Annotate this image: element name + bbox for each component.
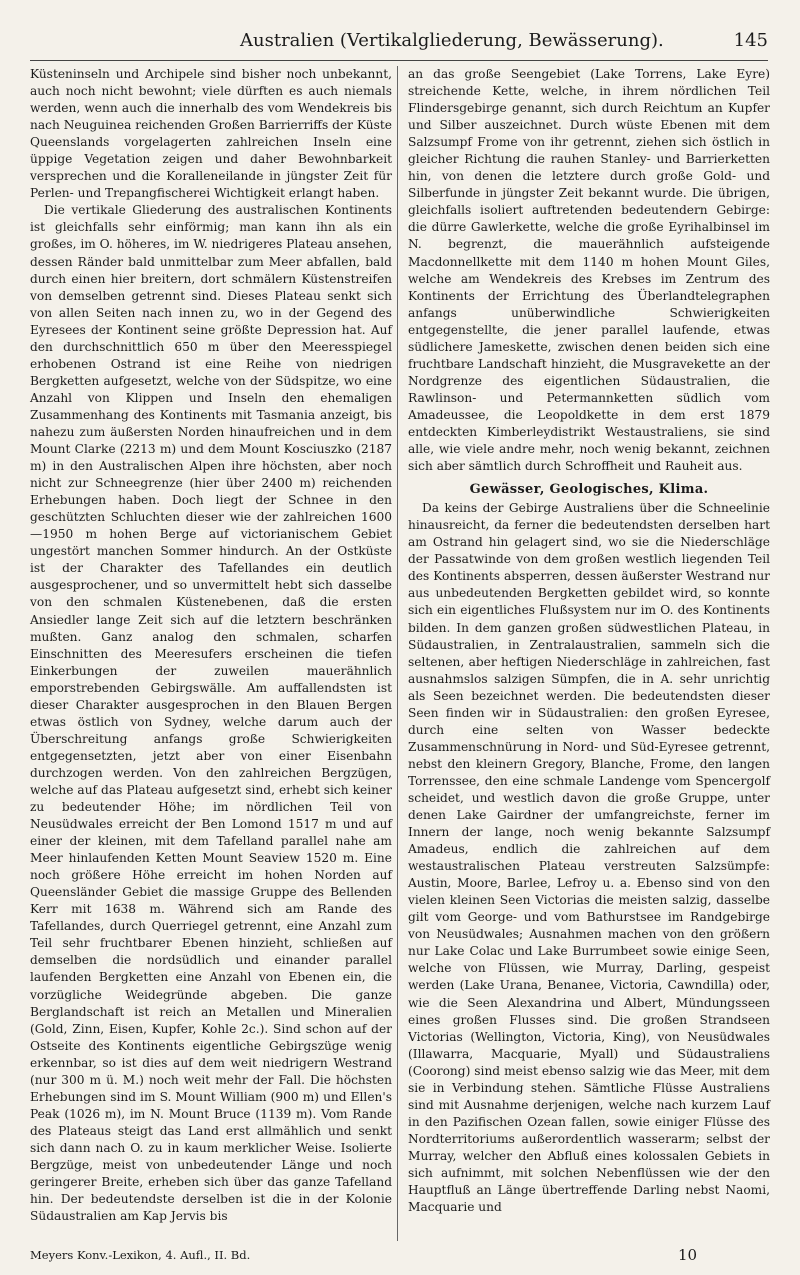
footer [30,1248,768,1268]
left-column [30,66,392,1225]
header-rule [30,60,768,61]
paragraph: Die vertikale Gliederung des australischen Kontinents ist gleichfalls sehr einförmig; man kann ihn als ein großes, im O. höheres, im W. niedrigeres Plateau ansehen, dessen Ränder bald unmittelbar zum Meer abfallen, bald durch einen hier breitern, dort schmälern Küstenstreifen von demselben getrennt sind. Dieses Plateau senkt sich von allen Seiten nach innen zu, wo in der Gegend des Eyresees der Kontinent seine größte Depression hat. Auf den durchschnittlich 650 m über den Meeresspiegel erhobenen Ostrand ist eine Reihe von niedrigen Bergketten aufgesetzt, welche von der Südspitze, wo eine Anzahl von Klippen und Inseln den ehemaligen Zusammenhang des Kontinents mit Tasmania anzeigt, bis nahezu zum äußersten Norden hinaufreichen und in dem Mount Clarke (2213 m) und dem Mount Kosciuszko (2187 m) in den Australischen Alpen ihre höchsten, aber noch nicht zur Schneegrenze (hier über 2400 m) reichenden Erhebungen haben. Doch liegt der Schnee in den geschützten Schluchten dieser wie der zahlreichen 1600—1950 m hohen Berge auf victorianischem Gebiet ungestört manchen Sommer hindurch. An der Ostküste ist der Charakter des Tafellandes ein deutlich ausgesprochener, und so unvermittelt hebt sich dasselbe von den schmalen Küstenebenen, daß die ersten Ansiedler lange Zeit sich auf die letztern beschränken mußten. Ganz analog den schmalen, scharfen Einschnitten des Meeresufers erscheinen die tiefen Einkerbungen der zuweilen mauerähnlich emporstrebenden Gebirgswälle. Am auffallendsten ist dieser Charakter ausgesprochen in den Blauen Bergen etwas östlich von Sydney, welche darum auch der Überschreitung anfangs große Schwierigkeiten entgegensetzten, jetzt aber von einer Eisenbahn durchzogen werden. Von den zahlreichen Bergzügen, welche auf das Plateau aufgesetzt sind, erhebt sich keiner zu bedeutender Höhe; im nördlichen Teil von Neusüdwales erreicht der Ben Lomond 1517 m und auf einer der kleinen, mit dem Tafelland parallel nahe am Meer hinlaufenden Ketten Mount Seaview 1520 m. Eine noch größere Höhe erreicht im hohen Norden auf Queensländer Gebiet die massige Gruppe des Bellenden Kerr mit 1638 m. Während sich am Rande des Tafellandes, durch Querriegel getrennt, eine Anzahl zum Teil sehr fruchtbarer Ebenen hinzieht, schließen auf demselben die nordsüdlich und einander parallel laufenden Bergketten eine Anzahl von Ebenen ein, die vorzügliche Weidegründe abgeben. Die ganze Berglandschaft ist reich an Metallen und Mineralien (Gold, Zinn, Eisen, Kupfer, Kohle 2c.). Sind schon auf der Ostseite des Kontinents eigentliche Gebirgszüge wenig erkennbar, so ist dies auf dem weit niedrigern Westrand (nur 300 m ü. M.) noch weit mehr der Fall. Die höchsten Erhebungen sind im S. Mount William (900 m) und Ellen's Peak (1026 m), im N. Mount Bruce (1139 m). Vom Rande des Plateaus steigt das Land erst allmählich und senkt sich dann nach O. zu in kaum merklicher Weise. Isolierte Bergzüge, meist von unbedeutender Länge und noch geringerer Breite, erheben sich über das ganze Tafelland hin. Der bedeutendste derselben ist die in der Kolonie Südaustralien am Kap Jervis bis [30,203,392,1224]
right-column [408,66,770,1216]
paragraph: an das große Seengebiet (Lake Torrens, Lake Eyre) streichende Kette, welche, in ihrem nördlichen Teil Flindersgebirge genannt, sich durch Reichtum an Kupfer und Silber auszeichnet. Durch wüste Ebenen mit dem Salzsumpf Frome von ihr getrennt, ziehen sich östlich in gleicher Richtung die rauhen Stanley- und Barrierketten hin, von denen die letztere durch große Gold- und Silberfunde in jüngster Zeit bekannt wurde. Die übrigen, gleichfalls isoliert auftretenden bedeutendern Gebirge: die dürre Gawlerkette, welche die große Eyrihalbinsel im N. begrenzt, die mauerähnlich aufsteigende Macdonnellkette mit dem 1140 m hohen Mount Giles, welche am Wendekreis des Krebses im Zentrum des Kontinents der Errichtung des Überlandtelegraphen anfangs unüberwindliche Schwierigkeiten entgegenstellte, die jener parallel laufende, etwas südlichere Jameskette, zwischen denen beiden sich eine fruchtbare Landschaft hinzieht, die Musgravekette an der Nordgrenze des eigentlichen Südaustralien, die Rawlinson- und Petermannketten südlich vom Amadeussee, die Leopoldkette in dem erst 1879 entdeckten Kimberleydistrikt Westaustraliens, sie sind alle, wie viele andre mehr, noch wenig bekannt, zeichnen sich aber sämtlich durch Schroffheit und Rauheit aus. [408,67,770,474]
paragraph: Da keins der Gebirge Australiens über die Schneelinie hinausreicht, da ferner die bedeutendsten derselben hart am Ostrand hin gelagert sind, wo sie die Niederschläge der Passatwinde von dem großen westlich liegenden Teil des Kontinents absperren, dessen äußerster Westrand nur aus unbedeutenden Bergketten gebildet wird, so konnte sich ein eigentliches Flußsystem nur im O. des Kontinents bilden. In dem ganzen großen südwestlichen Plateau, in Südaustralien, in Zentralaustralien, sammeln sich die seltenen, aber heftigen Niederschläge in zahlreichen, fast ausnahmslos salzigen Sümpfen, die in A. sehr unrichtig als Seen bezeichnet werden. Die bedeutendsten dieser Seen finden wir in Südaustralien: den großen Eyresee, durch eine selten von Wasser bedeckte Zusammenschnürung in Nord- und Süd-Eyresee getrennt, nebst den kleinern Gregory, Blanche, Frome, den langen Torrenssee, den eine schmale Landenge vom Spencergolf scheidet, und westlich davon die große Gruppe, unter denen Lake Gairdner der umfangreichste, ferner im Innern der lange, noch wenig bekannte Salzsumpf Amadeus, endlich die zahlreichen auf dem westaustralischen Plateau verstreuten Salzsümpfe: Austin, Moore, Barlee, Lefroy u. a. Ebenso sind von den vielen kleinen Seen Victorias die meisten salzig, dasselbe gilt vom George- und vom Bathurstsee im Randgebirge von Neusüdwales; Ausnahmen machen von den größern nur Lake Colac und Lake Burrumbeet sowie einige Seen, welche von Flüssen, wie Murray, Darling, gespeist werden (Lake Urana, Benanee, Victoria, Cawndilla) oder, wie die Seen Alexandrina und Albert, Mündungsseen eines großen Flusses sind. Die großen Strandseen Victorias (Wellington, Victoria, King), von Neusüdwales (Illawarra, Macquarie, Myall) und Südaustraliens (Coorong) sind meist ebenso salzig wie das Meer, mit dem sie in Verbindung stehen. Sämtliche Flüsse Australiens sind mit Ausnahme derjenigen, welche nach kurzem Lauf in den Pazifischen Ozean fallen, sowie einiger Flüsse des Nordterritoriums außerordentlich wasserarm; selbst der Murray, welcher den Abfluß eines kolossalen Gebiets in sich aufnimmt, mit solchen Nebenflüssen wie der den Hauptfluß an Länge übertreffende Darling nebst Naomi, Macquarie und [408,501,770,1215]
running-head [30,30,768,56]
signature-mark: 10 [678,1246,698,1264]
imprint: Meyers Konv.-Lexikon, 4. Aufl., II. Bd. [30,1248,251,1262]
page-title: Australien (Vertikalgliederung, Bewässerung). [240,30,664,51]
section-heading: Gewässer, Geologisches, Klima. [469,482,709,498]
column-divider [397,66,398,1241]
paragraph: Küsteninseln und Archipele sind bisher noch unbekannt, auch noch nicht bewohnt; viele dürften es auch niemals werden, wenn auch die innerhalb des vom Wendekreis bis nach Neuguinea reichenden Großen Barrierriffs der Küste Queenslands vorgelagerten zahlreichen Inseln eine üppige Vegetation zeigen und daher Bewohnbarkeit versprechen und die Koralleneilande in jüngster Zeit für Perlen- und Trepangfischerei Wichtigkeit erlangt haben. [30,67,392,201]
page-number: 145 [733,30,768,51]
